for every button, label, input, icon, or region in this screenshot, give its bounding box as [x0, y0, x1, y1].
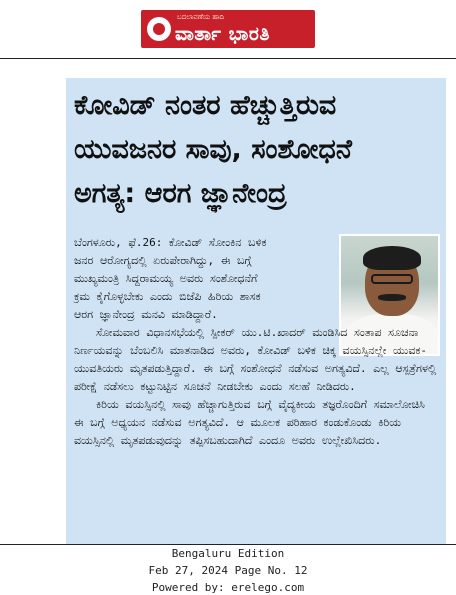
masthead-logo — [141, 10, 315, 48]
article-body — [74, 234, 440, 450]
page-footer — [0, 545, 456, 595]
body-line: ಜನರ ಆರೋಗ್ಯದಲ್ಲಿ ಏರುಪೇರಾಗಿದ್ದು, ಈ ಬಗ್ಗೆ — [74, 254, 252, 267]
headline-line: ಯುವಜನರ ಸಾವು, ಸಂಶೋಧನೆ — [74, 134, 352, 165]
edition-label: Bengaluru Edition — [171, 547, 285, 560]
body-line: ಬೆಂಗಳೂರು, ಫೆ.26: ಕೋವಿಡ್ ಸೋಂಕಿನ ಬಳಿಕ — [74, 236, 267, 249]
powered-by-label: Powered by: erelego.com — [151, 581, 305, 594]
article-headline — [66, 78, 446, 216]
masthead-tagline: ಬದಲಾವಣೆಯ ಹಾದಿ — [177, 13, 225, 21]
headline-line: ಕೋವಿಡ್ ನಂತರ ಹೆಚ್ಚುತ್ತಿರುವ — [74, 90, 337, 121]
body-line: ಮುಖ್ಯಮಂತ್ರಿ ಸಿದ್ದರಾಮಯ್ಯ ಅವರು ಸಂಶೋಧನೆಗೆ — [74, 272, 258, 285]
paragraph-2: ಸೋಮವಾರ ವಿಧಾನಸಭೆಯಲ್ಲಿ ಸ್ಪೀಕರ್ ಯು.ಟಿ.ಖಾದರ್ ಮಂಡಿಸಿದ ಸಂತಾಪ ಸೂಚನಾ ನಿರ್ಣಯವನ್ನು ಬೆಂಬಲಿಸಿ ಮಾತನಾಡಿದ ಅವರು, ಕೋವಿಡ್ ಬಳಿಕ ಚಿಕ್ಕ ವಯಸ್ಸಿನಲ್ಲೇ ಯುವಕ-ಯುವತಿಯರು ಮೃತಪಡುತ್ತಿದ್ದಾರೆ. ಈ ಬಗ್ಗೆ ಸಂಶೋಧನೆ ನಡೆಸುವ ಅಗತ್ಯವಿದೆ. ಎಲ್ಲ ಆಸ್ಪತ್ರೆಗಳಲ್ಲಿ ಪರೀಕ್ಷೆ ನಡೆಸಲು ಕಟ್ಟುನಿಟ್ಟಿನ ಸೂಚನೆ ನೀಡಬೇಕು ಎಂದು ಸಲಹೆ ನೀಡಿದರು. — [74, 326, 437, 393]
date-page-label: Feb 27, 2024 Page No. 12 — [148, 564, 308, 577]
body-line: ಆರಗ ಜ್ಞಾನೇಂದ್ರ ಮನವಿ ಮಾಡಿದ್ದಾರೆ. — [74, 308, 218, 321]
article-clipping — [66, 78, 446, 544]
paragraph-1 — [74, 234, 336, 324]
body-line: ಕ್ರಮ ಕೈಗೊಳ್ಳಬೇಕು ಎಂದು ಬಿಜೆಪಿ ಹಿರಿಯ ಶಾಸಕ — [74, 290, 261, 303]
paragraph-3: ಕಿರಿಯ ವಯಸ್ಸಿನಲ್ಲಿ ಸಾವು ಹೆಚ್ಚಾಗುತ್ತಿರುವ ಬಗ್ಗೆ ವೈದ್ಯಕೀಯ ತಜ್ಞರೊಂದಿಗೆ ಸಮಾಲೋಚಿಸಿ ಈ ಬಗ್ಗೆ ಅಧ್ಯಯನ ನಡೆಸುವ ಅಗತ್ಯವಿದೆ. ಆ ಮೂಲಕ ಪರಿಹಾರ ಕಂಡುಕೊಂಡು ಕಿರಿಯ ವಯಸ್ಸಿನಲ್ಲಿ ಮೃತಪಡುವುದನ್ನು ತಪ್ಪಿಸಬಹುದಾಗಿದೆ ಎಂದೂ ಅವರು ಉಲ್ಲೇಖಿಸಿದರು. — [74, 398, 425, 447]
headline-line: ಅಗತ್ಯ: ಆರಗ ಜ್ಞಾನೇಂದ್ರ — [74, 178, 287, 209]
masthead-brand: ವಾರ್ತಾ ಭಾರತಿ — [175, 23, 270, 45]
top-divider — [0, 58, 456, 59]
logo-emblem-icon — [147, 17, 171, 41]
